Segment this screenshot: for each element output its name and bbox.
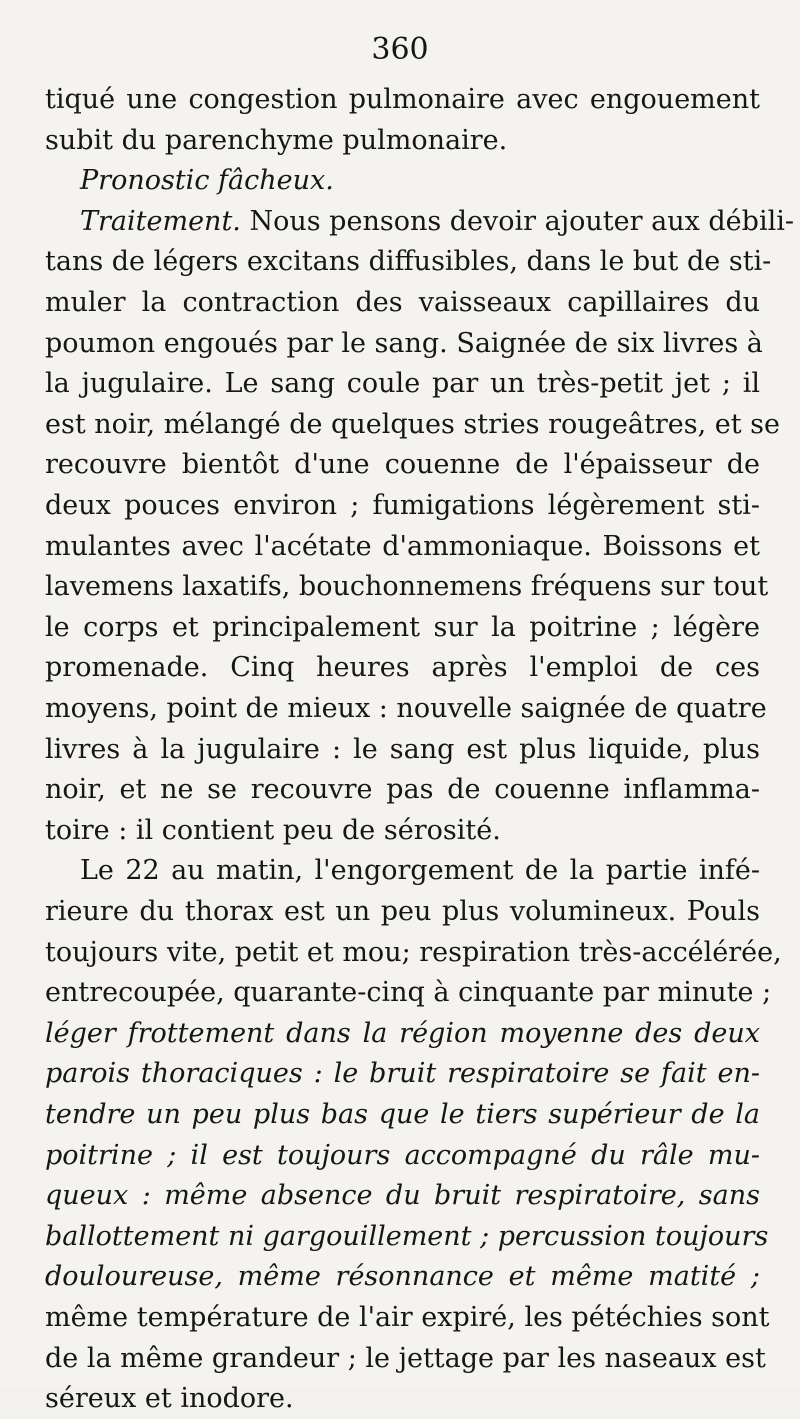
line-text: livres à la jugulaire : le sang est plus liquide, plus (45, 733, 760, 765)
text-line (45, 445, 760, 485)
line-text: ballottement ni gargouillement ; percussion toujours (45, 1220, 769, 1252)
text-line (45, 730, 760, 770)
line-text: douloureuse, même résonnance et même matité ; (45, 1261, 760, 1293)
text-line (45, 527, 760, 567)
line-text: même température de l'air expiré, les pétéchies sont (45, 1302, 770, 1333)
text-line (45, 242, 772, 282)
text-line (45, 648, 760, 688)
text-line (45, 770, 760, 810)
page-number: 360 (371, 32, 429, 67)
line-text: deux pouces environ ; fumigations légèrement sti- (45, 490, 760, 521)
line-text: toire : il contient peu de sérosité. (45, 814, 501, 846)
line-text: tiqué une congestion pulmonaire avec engouement (45, 84, 760, 115)
text-line (45, 892, 760, 932)
text-line (45, 1136, 760, 1176)
line-text: le corps et principalement sur la poitrine ; légère (45, 611, 760, 643)
text-line (45, 405, 780, 445)
line-text: parois thoraciques : le bruit respiratoire se fait en- (45, 1058, 760, 1090)
line-text: mulantes avec l'acétate d'ammoniaque. Boissons et (45, 530, 760, 562)
text-line (45, 1379, 760, 1419)
text-line (45, 1176, 760, 1216)
text-line (45, 486, 760, 526)
text-line (80, 851, 760, 891)
text-line (45, 1298, 770, 1338)
text-line (45, 567, 769, 607)
line-text: noir, et ne se recouvre pas de couenne inflamma- (45, 774, 760, 806)
line-text: lavemens laxatifs, bouchonnemens fréquens sur tout (45, 571, 769, 603)
text-line (80, 161, 760, 201)
text-line (45, 1054, 760, 1094)
text-line (45, 121, 760, 161)
line-text: rieure du thorax est un peu plus volumineux. Pouls (45, 896, 760, 927)
line-text: tendre un peu plus bas que le tiers supérieur de la (45, 1099, 760, 1130)
text-line (45, 364, 760, 404)
line-text: recouvre bientôt d'une couenne de l'épaisseur de (45, 449, 760, 481)
line-text: queux : même absence du bruit respiratoire, sans (45, 1180, 760, 1212)
line-text: Le 22 au matin, l'engorgement de la partie infé- (80, 855, 760, 887)
line-text: entrecoupée, quarante-cinq à cinquante par minute ; (45, 977, 772, 1009)
line-text: Nous pensons devoir ajouter aux débili- (240, 205, 794, 237)
line-text: toujours vite, petit et mou; respiration très-accélérée, (45, 936, 782, 968)
text-line (45, 1339, 766, 1379)
line-text: moyens, point de mieux : nouvelle saignée de quatre (45, 693, 767, 724)
text-line (45, 80, 760, 120)
text-line (45, 1014, 760, 1054)
text-line (45, 1095, 760, 1135)
text-line (80, 202, 794, 242)
text-line (45, 1257, 760, 1297)
line-text: de la même grandeur ; le jettage par les naseaux est (45, 1342, 766, 1374)
text-line (45, 1217, 769, 1257)
text-line (45, 324, 763, 364)
line-text: promenade. Cinq heures après l'emploi de ces (45, 652, 760, 684)
line-text: subit du parenchyme pulmonaire. (45, 124, 508, 156)
text-line (45, 689, 767, 729)
line-text: séreux et inodore. (45, 1383, 294, 1415)
line-text: tans de légers excitans diffusibles, dans le but de sti- (45, 246, 772, 278)
text-line (45, 973, 772, 1013)
line-text: léger frottement dans la région moyenne des deux (45, 1017, 760, 1049)
section-heading: Traitement. (80, 205, 241, 237)
line-text: muler la contraction des vaisseaux capillaires du (45, 287, 760, 318)
line-text: poitrine ; il est toujours accompagné du râle mu- (45, 1139, 760, 1171)
line-text: est noir, mélangé de quelques stries rougeâtres, et se (45, 408, 780, 440)
line-text: Pronostic fâcheux. (80, 165, 334, 197)
text-line (45, 283, 760, 323)
text-line (45, 608, 760, 648)
text-line (45, 933, 782, 973)
line-text: poumon engoués par le sang. Saignée de six livres à (45, 327, 763, 359)
line-text: la jugulaire. Le sang coule par un très-petit jet ; il (45, 368, 760, 400)
text-line (45, 811, 760, 851)
